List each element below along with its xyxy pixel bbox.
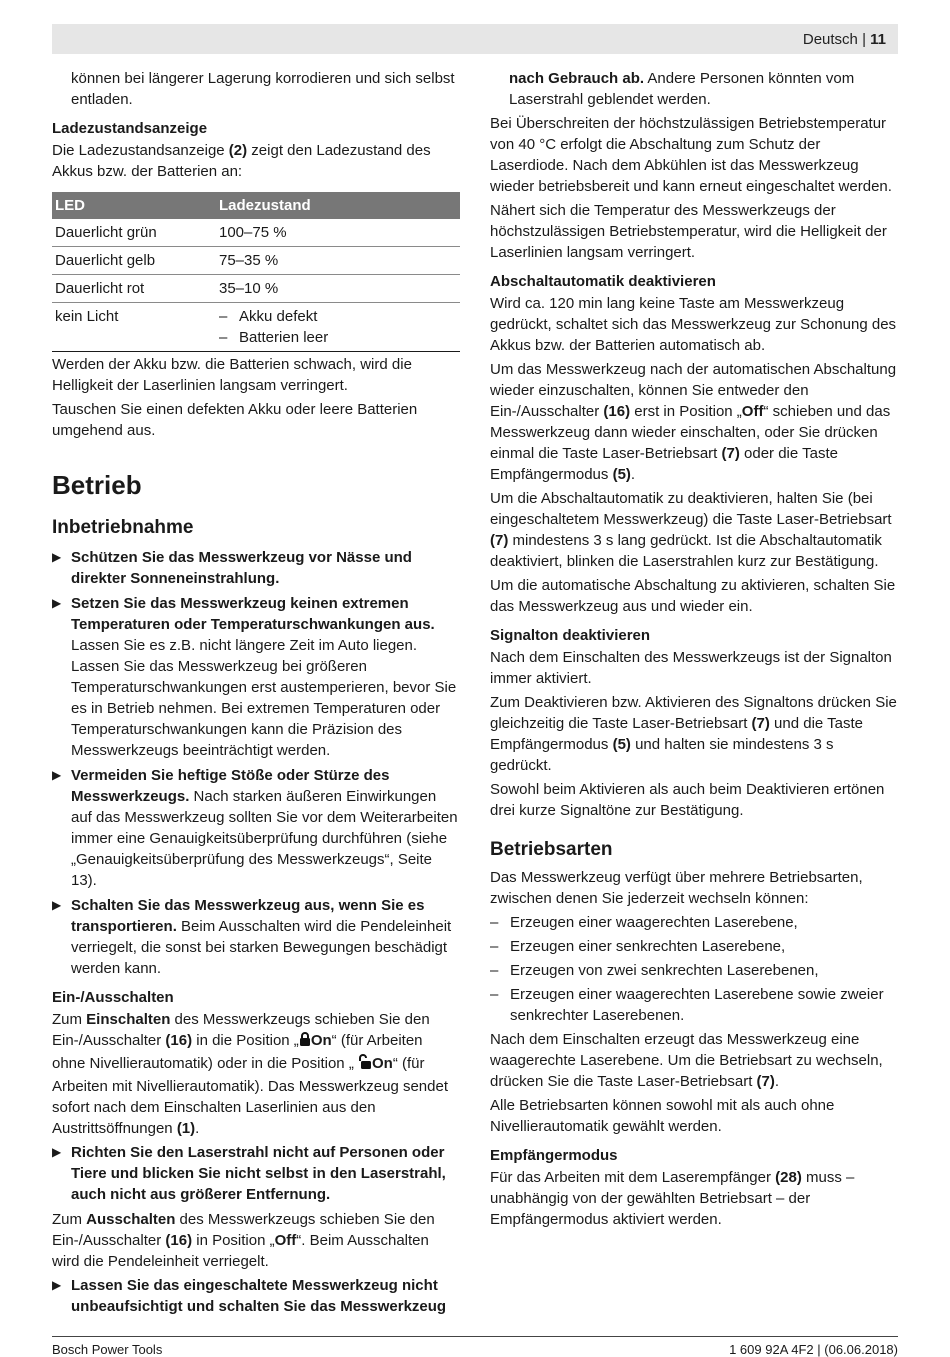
ladezustand-text [52,140,460,182]
column-header-led: LED [52,192,216,219]
empf-heading: Empfängermodus [490,1147,618,1164]
bullet-bold-text: Schalten Sie das Messwerkzeug aus, wenn Sie es transportieren. [71,897,425,935]
bullet-text: Nach starken äußeren Einwirkungen auf das Messwerkzeug sollten Sie vor dem Weiterarbeiten immer eine Genauigkeitsüberprüfung durchführen (siehe „Genauigkeitsüberprüfung des Messwerkzeugs“, Seite 13). [71,788,458,889]
safety-bullet [52,765,460,891]
text-run: mindestens 3 s lang gedrückt. Ist die Abschaltautomatik deaktiviert, blinken die Laserstrahlen kurz zur Bestätigung. [490,532,882,570]
table-cell-state: 35–10 % [216,275,460,303]
bullet-triangle-icon: ▶ [52,768,62,782]
table-cell-led: kein Licht [52,303,216,352]
safety-bullet [52,895,460,979]
paragraph [490,1029,898,1092]
paragraph: Sowohl beim Aktivieren als auch beim Deaktivieren ertönen drei kurze Signaltöne zur Bestätigung. [490,781,885,819]
text-run: Für das Arbeiten mit dem Laserempfänger [490,1169,776,1186]
list-item [490,960,898,981]
footer-divider [52,1336,898,1337]
footer-doc-number: 1 609 92A 4F2 | (06.06.2018) [729,1342,898,1357]
text-run: . [774,1073,780,1090]
reference-number: (16) [165,1232,193,1249]
text-run: Zum Deaktivieren bzw. Aktivieren des Signaltons drücken Sie gleichzeitig die Taste Laser-Betriebsart [490,694,897,732]
ladezustand-heading: Ladezustandsanzeige [52,120,208,137]
dash-marker: – [490,938,499,955]
reference-number: (7) [721,445,740,462]
text-run: Zum [52,1011,87,1028]
lock-open-icon [358,1054,372,1076]
text-run: Die Ladezustandsanzeige [52,142,229,159]
safety-bullet [52,593,460,761]
reference-number: (28) [775,1169,802,1186]
after-table-text-1: Werden der Akku bzw. die Batterien schwach, wird die Helligkeit der Laserlinien langsam verringert. [52,356,412,394]
reference-number: (7) [756,1073,775,1090]
list-item [490,936,898,957]
paragraph: Um die automatische Abschaltung zu aktivieren, schalten Sie das Messwerkzeug aus und wieder ein. [490,577,896,615]
list-item-text: Erzeugen von zwei senkrechten Laserebenen, [510,962,819,979]
einaus-text [52,1009,460,1139]
inbetriebnahme-heading: Inbetriebnahme [52,517,194,538]
off-label: Off [741,403,764,420]
header-page-number: 11 [870,31,886,48]
betriebsarten-heading: Betriebsarten [490,839,613,860]
reference-number: (2) [228,142,248,159]
text-run: Um die Abschaltautomatik zu deaktivieren, halten Sie (bei eingeschaltetem Messwerkzeug) die Taste Laser-Betriebsart [490,490,892,528]
paragraph: Nach dem Einschalten des Messwerkzeugs ist der Signalton immer aktiviert. [490,649,892,687]
text-run: erst in Position „ [630,403,742,420]
paragraph [490,692,898,776]
einaus-heading: Ein-/Ausschalten [52,989,174,1006]
bullet-triangle-icon: ▶ [52,1278,62,1292]
text-run-bold: Einschalten [86,1011,171,1028]
text-run: muss – unabhängig von der gewählten Betriebsart – der Empfängermodus aktiviert werden. [490,1169,855,1228]
footer-brand: Bosch Power Tools [52,1342,163,1357]
after-table-text-2: Tauschen Sie einen defekten Akku oder leere Batterien umgehend aus. [52,401,418,439]
table-row [52,247,460,275]
text-run: Um das Messwerkzeug nach der automatischen Abschaltung wieder einzuschalten, können Sie entweder den Ein-/Ausschalter [490,361,897,420]
text-run: in die Position „ [192,1032,299,1049]
list-item-text: Erzeugen einer senkrechten Laserebene, [510,938,786,955]
paragraph: Alle Betriebsarten können sowohl mit als auch ohne Nivellierautomatik gewählt werden. [490,1097,835,1135]
bullet-bold-text: Setzen Sie das Messwerkzeug keinen extremen Temperaturen oder Temperaturschwankungen aus. [71,595,435,633]
header-text: Deutsch | 11 [802,31,886,48]
bullet-triangle-icon: ▶ [52,1145,62,1159]
reference-number: (1) [176,1120,196,1137]
paragraph: Das Messwerkzeug verfügt über mehrere Betriebsarten, zwischen denen Sie jederzeit wechseln können: [490,869,863,907]
text-run: . [195,1120,200,1137]
text-run: “ schieben und das Messwerkzeug dann wieder einschalten, oder Sie drücken einmal die Taste Laser-Betriebsart [490,403,891,462]
state-item [219,327,457,348]
bullet-bold-text: Richten Sie den Laserstrahl nicht auf Personen oder Tiere und blicken Sie nicht selbst in den Laserstrahl, auch nicht aus größerer Entfernung. [71,1144,446,1203]
abschalt-heading: Abschaltautomatik deaktivieren [490,273,716,290]
bullet-bold-text: Vermeiden Sie heftige Stöße oder Stürze des Messwerkzeugs. [71,767,390,805]
state-text: Batterien leer [239,329,329,346]
state-item [219,306,457,327]
reference-number: (7) [751,715,770,732]
list-item [490,984,898,1026]
list-item-text: Erzeugen einer waagerechten Laserebene, [510,914,798,931]
bullet-text: Beim Ausschalten wird die Pendeleinheit verriegelt, die sonst bei starken Bewegungen beschädigt werden kann. [71,918,452,977]
on-label: On [371,1055,393,1072]
right-column [490,68,898,1233]
intro-text: können bei längerer Lagerung korrodieren und sich selbst entladen. [71,70,455,108]
paragraph: Bei Überschreiten der höchstzulässigen Betriebstemperatur von 40 °C erfolgt die Abschaltung zum Schutz der Laserdiode. Nach dem Abkühlen ist das Messwerkzeug wieder betriebsbereit und kann erneut eingeschaltet werden. [490,115,892,195]
lock-closed-icon [299,1031,311,1053]
safety-bullet [52,1142,460,1205]
text-run: “. Beim Ausschalten wird die Pendeleinheit verriegelt. [52,1232,429,1270]
table-row [52,219,460,247]
safety-bullet [52,1275,460,1317]
state-text: Akku defekt [239,308,318,325]
table-cell-led: Dauerlicht grün [52,219,216,247]
ausschalten-text [52,1209,460,1272]
text-run-bold: Ausschalten [86,1211,176,1228]
paragraph: Nähert sich die Temperatur des Messwerkzeugs der höchstzulässigen Betriebstemperatur, wird die Helligkeit der Laserlinien langsam verringert. [490,202,887,261]
text-run: “ (für Arbeiten mit Nivellierautomatik). Das Messwerkzeug sendet sofort nach dem Einschalten Laserlinien aus den Austrittsöffnungen [52,1055,448,1137]
paragraph [490,1167,898,1230]
reference-number: (5) [612,736,631,753]
text-run: zeigt den Ladezustand des Akkus bzw. der Batterien an: [52,142,431,180]
paragraph: Wird ca. 120 min lang keine Taste am Messwerkzeug gedrückt, schaltet sich das Messwerkzeug zur Schonung des Akkus bzw. der Batterien automatisch ab. [490,295,897,354]
text-run: Andere Personen könnten vom Laserstrahl geblendet werden. [509,70,855,108]
off-label: Off [274,1232,297,1249]
text-run: . [630,466,636,483]
safety-bullet [52,547,460,589]
bullet-bold-text: Schützen Sie das Messwerkzeug vor Nässe und direkter Sonneneinstrahlung. [71,549,412,587]
table-row [52,275,460,303]
bullet-triangle-icon: ▶ [52,596,62,610]
text-run: des Messwerkzeugs schieben Sie den Ein-/Ausschalter [52,1211,435,1249]
paragraph [490,488,898,572]
dash-marker: – [490,962,499,979]
left-column [52,68,460,1321]
table-cell-state [216,303,460,352]
table-cell-led: Dauerlicht gelb [52,247,216,275]
signal-heading: Signalton deaktivieren [490,627,651,644]
table-row [52,303,460,352]
text-run: in Position „ [192,1232,275,1249]
on-label: On [310,1032,332,1049]
bullet-bold-text: nach Gebrauch ab. [509,70,645,87]
reference-number: (7) [490,532,509,549]
text-run: und die Taste Empfängermodus [490,715,864,753]
column-header-state: Ladezustand [216,192,460,219]
header-language: Deutsch [802,31,858,48]
bullet-bold-text: Lassen Sie das eingeschaltete Messwerkzeug nicht unbeaufsichtigt und schalten Sie das Messwerkzeug [71,1277,447,1315]
text-run: des Messwerkzeugs schieben Sie den Ein-/Ausschalter [52,1011,430,1049]
led-table [52,192,460,352]
dash-marker: – [219,308,228,325]
continued-bullet-text [490,68,898,110]
text-run: Nach dem Einschalten erzeugt das Messwerkzeug eine waagerechte Laserebene. Um die Betriebsart zu wechseln, drücken Sie die Taste Laser-Betriebsart [490,1031,883,1090]
list-item-text: Erzeugen einer waagerechten Laserebene sowie zweier senkrechter Laserebenen. [510,986,884,1024]
text-run: Zum [52,1211,87,1228]
list-item [490,912,898,933]
table-header-row [52,192,460,219]
paragraph [490,359,898,485]
page-header [52,24,898,54]
reference-number: (5) [612,466,631,483]
reference-number: (16) [165,1032,193,1049]
bullet-triangle-icon: ▶ [52,898,62,912]
text-run: “ (für Arbeiten ohne Nivellierautomatik) oder in die Position „ [52,1032,423,1072]
table-cell-led: Dauerlicht rot [52,275,216,303]
reference-number: (16) [603,403,631,420]
bullet-text: Lassen Sie es z.B. nicht längere Zeit im Auto liegen. Lassen Sie das Messwerkzeug bei größeren Temperaturschwankungen erst austemperieren, bevor Sie es in Betrieb nehmen. Bei extremen Temperaturen oder Temperaturschwankungen kann die Präzision des Messwerkzeugs beeinträchtigt werden. [71,637,457,759]
table-cell-state: 75–35 % [216,247,460,275]
dash-marker: – [219,329,228,346]
bullet-triangle-icon: ▶ [52,550,62,564]
dash-marker: – [490,986,499,1003]
table-cell-state: 100–75 % [216,219,460,247]
betrieb-heading: Betrieb [52,470,142,500]
dash-marker: – [490,914,499,931]
text-run: und halten sie mindestens 3 s gedrückt. [490,736,834,774]
text-run: oder die Taste Empfängermodus [490,445,838,483]
